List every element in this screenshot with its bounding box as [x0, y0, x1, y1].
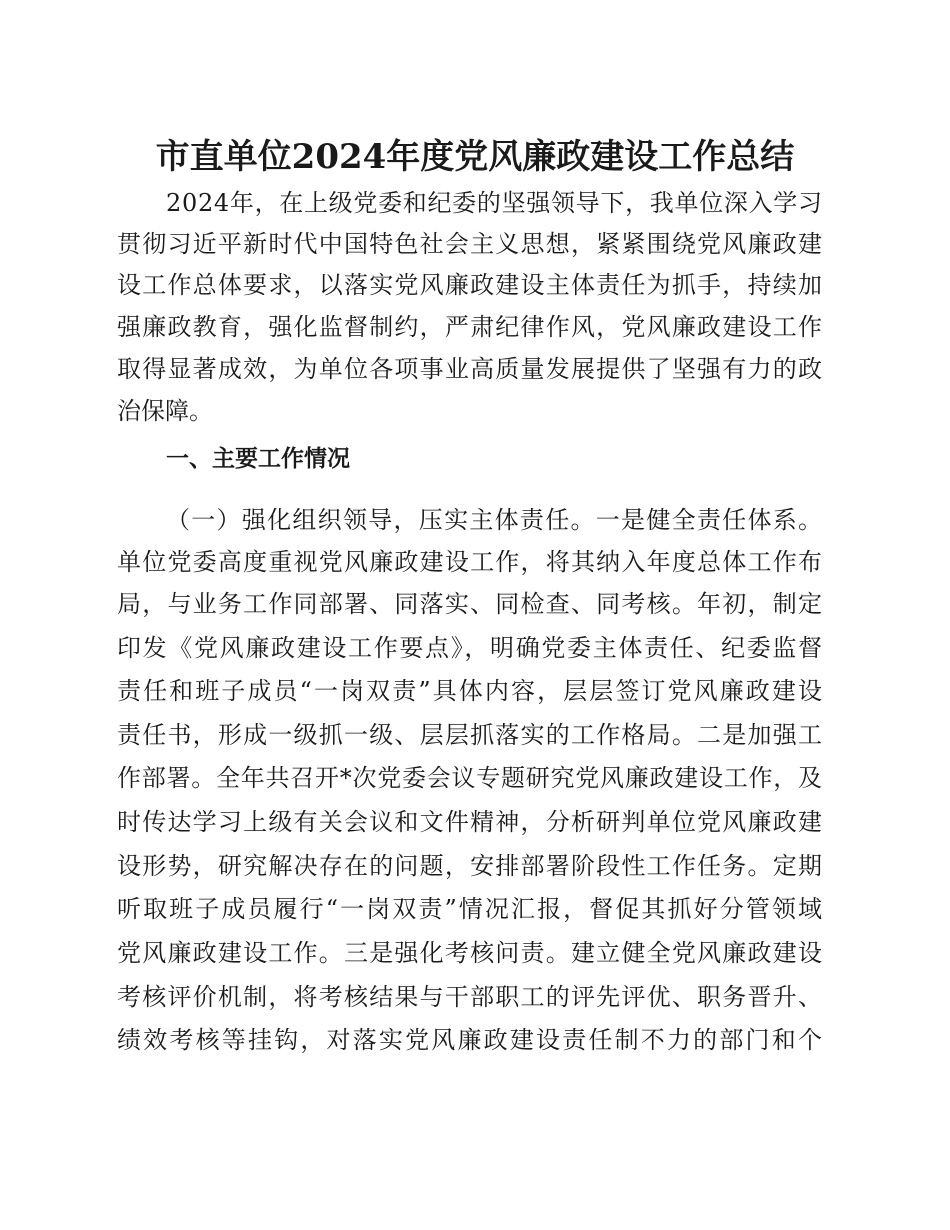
paragraph-line: 治保障。	[117, 397, 213, 425]
paragraph-line: 强廉政教育，强化监督制约，严肃纪律作风，党风廉政建设工作	[117, 313, 824, 341]
section-heading: 一、主要工作情况	[166, 446, 350, 472]
paragraph-line: 设形势，研究解决存在的问题，安排部署阶段性工作任务。定期	[117, 852, 824, 880]
paragraph-line: 印发《党风廉政建设工作要点》，明确党委主体责任、纪委监督	[117, 634, 824, 662]
paragraph-line: （一）强化组织领导，压实主体责任。一是健全责任体系。	[166, 506, 824, 534]
paragraph-line: 党风廉政建设工作。三是强化考核问责。建立健全党风廉政建设	[117, 939, 824, 967]
paragraph-line: 2024年，在上级党委和纪委的坚强领导下，我单位深入学习	[166, 189, 823, 217]
paragraph-line: 绩效考核等挂钩，对落实党风廉政建设责任制不力的部门和个	[117, 1026, 825, 1054]
paragraph-line: 考核评价机制，将考核结果与干部职工的评先评优、职务晋升、	[117, 983, 824, 1011]
paragraph-line: 局，与业务工作同部署、同落实、同检查、同考核。年初，制定	[117, 590, 824, 618]
paragraph-line: 单位党委高度重视党风廉政建设工作，将其纳入年度总体工作布	[117, 548, 824, 576]
paragraph-line: 贯彻习近平新时代中国特色社会主义思想，紧紧围绕党风廉政建	[117, 230, 824, 258]
paragraph-line: 取得显著成效，为单位各项事业高质量发展提供了坚强有力的政	[117, 355, 824, 383]
paragraph-line: 时传达学习上级有关会议和文件精神，分析研判单位党风廉政建	[117, 808, 824, 836]
paragraph-line: 责任和班子成员“一岗双责”具体内容，层层签订党风廉政建设	[117, 677, 825, 705]
paragraph-line: 责任书，形成一级抓一级、层层抓落实的工作格局。二是加强工	[117, 721, 824, 749]
paragraph-line: 设工作总体要求，以落实党风廉政建设主体责任为抓手，持续加	[117, 271, 824, 299]
paragraph-line: 听取班子成员履行“一岗双责”情况汇报，督促其抓好分管领域	[117, 895, 825, 923]
paragraph-line: 作部署。全年共召开*次党委会议专题研究党风廉政建设工作，及	[117, 764, 823, 792]
document-title: 市直单位2024年度党风廉政建设工作总结	[155, 137, 795, 177]
